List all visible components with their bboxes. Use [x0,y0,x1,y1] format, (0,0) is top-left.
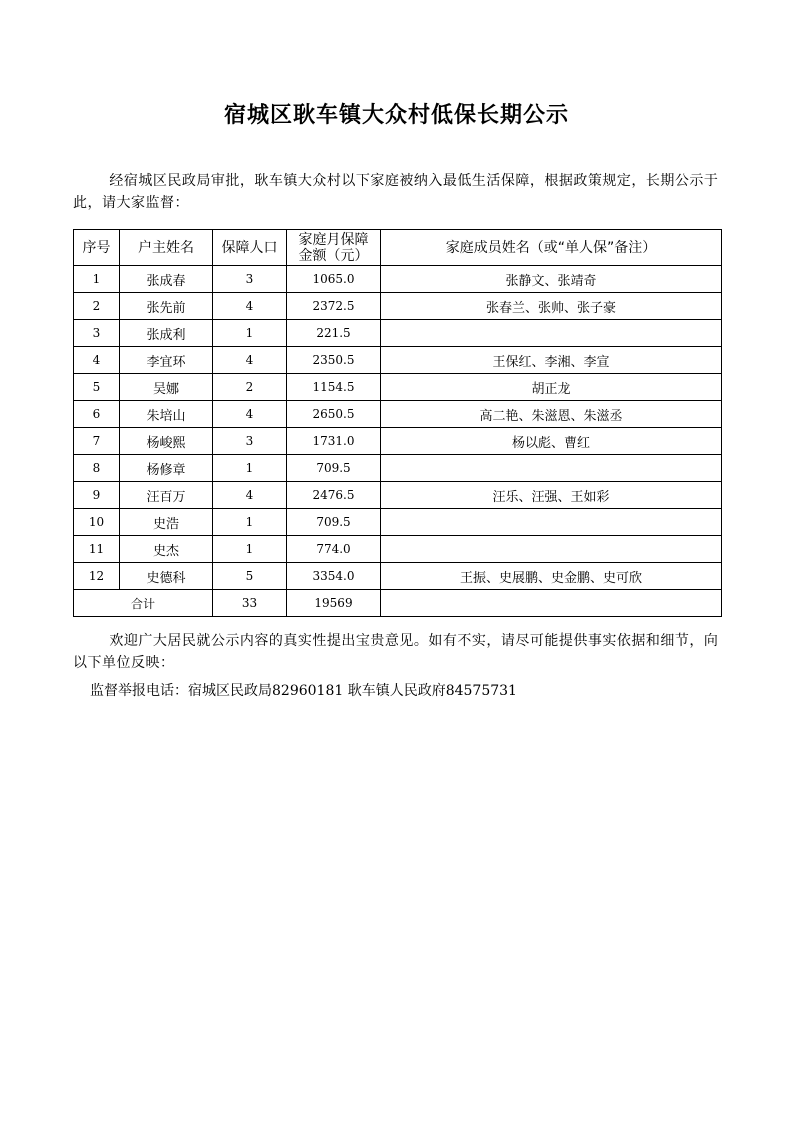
cell-members: 胡正龙 [381,374,722,401]
table-body [74,266,722,590]
cell-amount: 709.5 [287,509,381,536]
table-row [74,266,722,293]
header-amount-line1: 家庭月保障 [298,231,369,248]
cell-amount: 3354.0 [287,563,381,590]
total-count: 33 [213,590,287,617]
cell-amount: 2350.5 [287,347,381,374]
table-row [74,401,722,428]
cell-amount: 2372.5 [287,293,381,320]
cell-count: 1 [213,509,287,536]
cell-amount: 709.5 [287,455,381,482]
total-label: 合计 [74,590,213,617]
cell-count: 4 [213,347,287,374]
cell-count: 5 [213,563,287,590]
cell-members [381,536,722,563]
cell-count: 1 [213,455,287,482]
header-members: 家庭成员姓名（或“单人保”备注） [381,230,722,266]
cell-no: 5 [74,374,120,401]
cell-members [381,455,722,482]
cell-count: 2 [213,374,287,401]
cell-no: 6 [74,401,120,428]
cell-head-name: 张成利 [120,320,213,347]
cell-head-name: 史浩 [120,509,213,536]
cell-head-name: 张先前 [120,293,213,320]
cell-amount: 1065.0 [287,266,381,293]
cell-members [381,320,722,347]
contact-line: 监督举报电话：宿城区民政局82960181 耿车镇人民政府84575731 [90,683,517,699]
cell-head-name: 汪百万 [120,482,213,509]
cell-members: 张春兰、张帅、张子豪 [381,293,722,320]
cell-amount: 1731.0 [287,428,381,455]
cell-count: 4 [213,482,287,509]
cell-count: 1 [213,536,287,563]
table-row [74,428,722,455]
table-row [74,455,722,482]
cell-no: 1 [74,266,120,293]
cell-members: 王保红、李湘、李宣 [381,347,722,374]
cell-count: 3 [213,266,287,293]
header-amount-line2: 金额（元） [298,247,369,264]
table-row [74,320,722,347]
cell-head-name: 杨峻熙 [120,428,213,455]
header-head-name: 户主姓名 [120,230,213,266]
cell-no: 3 [74,320,120,347]
cell-head-name: 朱培山 [120,401,213,428]
cell-members: 张静文、张靖奇 [381,266,722,293]
cell-no: 12 [74,563,120,590]
cell-head-name: 杨修章 [120,455,213,482]
cell-members: 汪乐、汪强、王如彩 [381,482,722,509]
welfare-table [73,229,722,617]
table-row [74,293,722,320]
page-title: 宿城区耿车镇大众村低保长期公示 [223,102,569,128]
header-no: 序号 [74,230,120,266]
table-row [74,347,722,374]
cell-count: 3 [213,428,287,455]
table-row [74,563,722,590]
cell-head-name: 李宜环 [120,347,213,374]
cell-members: 杨以彪、曹红 [381,428,722,455]
feedback-paragraph: 欢迎广大居民就公示内容的真实性提出宝贵意见。如有不实，请尽可能提供事实依据和细节，向以下单位反映： [73,633,719,671]
cell-count: 4 [213,293,287,320]
cell-no: 2 [74,293,120,320]
cell-amount: 2650.5 [287,401,381,428]
cell-no: 8 [74,455,120,482]
table-row [74,374,722,401]
header-amount [287,230,381,266]
intro-paragraph: 经宿城区民政局审批，耿车镇大众村以下家庭被纳入最低生活保障，根据政策规定，长期公示于此，请大家监督： [73,173,719,211]
cell-count: 1 [213,320,287,347]
cell-head-name: 张成春 [120,266,213,293]
cell-no: 4 [74,347,120,374]
table-row [74,482,722,509]
cell-count: 4 [213,401,287,428]
cell-members: 王振、史展鹏、史金鹏、史可欣 [381,563,722,590]
cell-no: 10 [74,509,120,536]
cell-head-name: 史杰 [120,536,213,563]
cell-no: 11 [74,536,120,563]
total-members [381,590,722,617]
cell-amount: 1154.5 [287,374,381,401]
table-header-row [74,230,722,266]
cell-amount: 221.5 [287,320,381,347]
cell-no: 9 [74,482,120,509]
cell-no: 7 [74,428,120,455]
cell-head-name: 史德科 [120,563,213,590]
table-row [74,509,722,536]
total-amount: 19569 [287,590,381,617]
table-row [74,536,722,563]
cell-members [381,509,722,536]
cell-amount: 774.0 [287,536,381,563]
header-count: 保障人口 [213,230,287,266]
total-row [74,590,722,617]
cell-members: 高二艳、朱滋恩、朱滋丞 [381,401,722,428]
cell-head-name: 吴娜 [120,374,213,401]
cell-amount: 2476.5 [287,482,381,509]
